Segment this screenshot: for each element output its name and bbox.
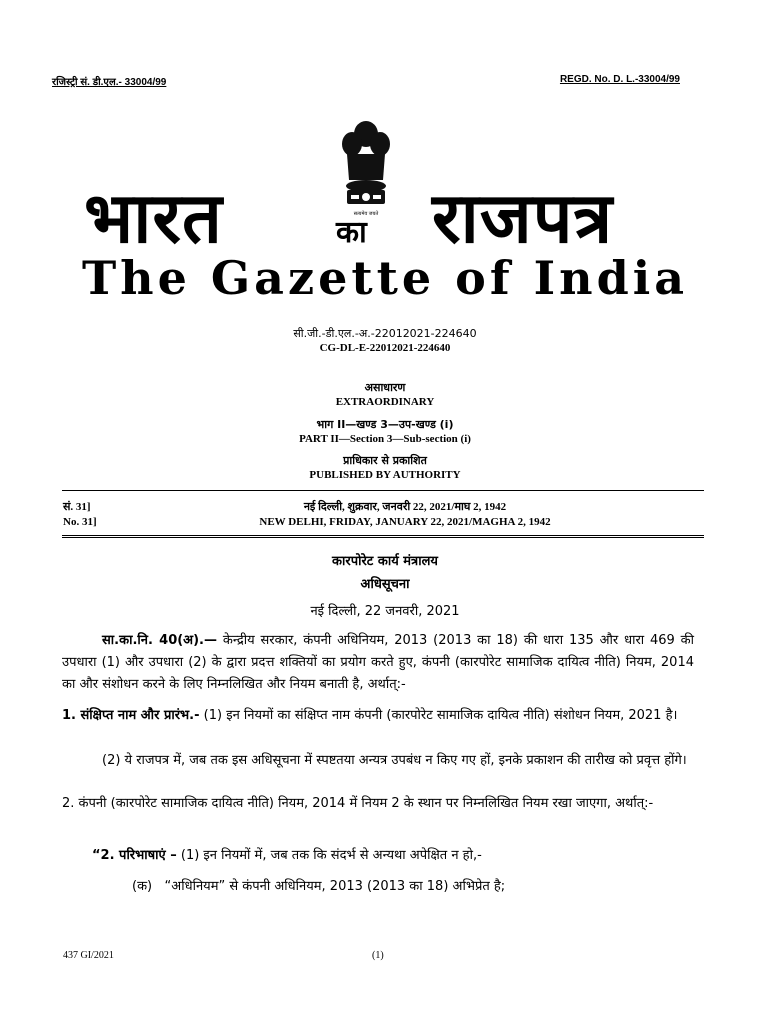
national-emblem-icon [335, 118, 397, 218]
ministry-name: कारपोरेट कार्य मंत्रालय [332, 554, 438, 569]
registry-number-english: REGD. No. D. L.-33004/99 [559, 74, 680, 85]
rule-1-text: (1) इन नियमों का संक्षिप्त नाम कंपनी (कारपोरेट सामाजिक दायित्व नीति) संशोधन नियम, 2021 है। [199, 708, 678, 723]
rule-1-2-paragraph: (2) ये राजपत्र में, जब तक इस अधिसूचना में स्पष्टतया अन्यत्र उपबंध न किए गए हों, इनके प्रकाशन की तारीख को प्रवृत्त होंगे। [102, 753, 687, 768]
masthead-title-hindi-bharat: भारत [84, 177, 223, 259]
definition-a [132, 876, 692, 898]
issue-date-english: NEW DELHI, FRIDAY, JANUARY 22, 2021/MAGHA 2, 1942 [259, 516, 551, 528]
definitions-text: (1) इन नियमों में, जब तक कि संदर्भ से अन्यथा अपेक्षित न हो,- [176, 848, 482, 863]
masthead-title-english: The Gazette of India [81, 251, 689, 305]
definitions-paragraph [92, 845, 692, 867]
rule-1-paragraph [62, 705, 694, 727]
footer-code: 437 GI/2021 [63, 950, 114, 961]
issue-number-english: No. 31] [63, 516, 97, 528]
emblem-motto: सत्यमेव जयते [353, 211, 379, 217]
definition-a-text: “अधिनियम” से कंपनी अधिनियम, 2013 (2013 का 18) अभिप्रेत है; [164, 879, 506, 894]
masthead-title-hindi-rajpatra: राजपत्र [432, 177, 614, 259]
part-section-english: PART II—Section 3—Sub-section (i) [299, 433, 471, 445]
gazette-code-english: CG-DL-E-22012021-224640 [319, 342, 451, 354]
place-date: नई दिल्ली, 22 जनवरी, 2021 [310, 604, 460, 619]
preamble-text: केन्द्रीय सरकार, कंपनी अधिनियम, 2013 (2013 का 18) की धारा 135 और धारा 469 की उपधारा (1) और उपधारा (2) के द्वारा प्रदत्त शक्तियों का प्रयोग करते हुए, कंपनी (कारपोरेट सामाजिक दायित्व नीति) नियम, 2014 का और संशोधन करने के लिए निम्नलिखित और नियम बनाती है, अर्थात्:- [62, 633, 694, 692]
issue-number-hindi: सं. 31] [63, 501, 91, 513]
authority-english: PUBLISHED BY AUTHORITY [309, 469, 461, 481]
page-number: (1) [372, 950, 384, 961]
authority-hindi: प्राधिकार से प्रकाशित [343, 454, 427, 467]
top-divider [62, 490, 704, 491]
definitions-label: “2. परिभाषाएं – [92, 848, 177, 863]
rule-2-paragraph: 2. कंपनी (कारपोरेट सामाजिक दायित्व नीति) नियम, 2014 में नियम 2 के स्थान पर निम्नलिखित नियम रखा जाएगा, अर्थात्:- [62, 796, 654, 811]
definition-a-label: (क) [132, 879, 153, 894]
extraordinary-english: EXTRAORDINARY [335, 396, 435, 408]
gsr-reference: सा.का.नि. 40(अ).— [102, 633, 217, 648]
bottom-divider [62, 535, 704, 538]
registry-number-hindi: रजिस्ट्री सं. डी.एल.- 33004/99 [52, 77, 167, 88]
extraordinary-hindi: असाधारण [364, 381, 406, 394]
preamble-paragraph [62, 630, 694, 696]
issue-date-hindi: नई दिल्ली, शुक्रवार, जनवरी 22, 2021/माघ 2, 1942 [303, 501, 507, 513]
rule-1-label: 1. संक्षिप्त नाम और प्रारंभ.- [62, 708, 200, 723]
part-section-hindi: भाग II—खण्ड 3—उप-खण्ड (i) [316, 418, 454, 431]
gazette-code-hindi: सी.जी.-डी.एल.-अ.-22012021-224640 [293, 327, 477, 340]
masthead-title-hindi-ka: का [336, 215, 367, 250]
notice-heading: अधिसूचना [360, 577, 410, 592]
